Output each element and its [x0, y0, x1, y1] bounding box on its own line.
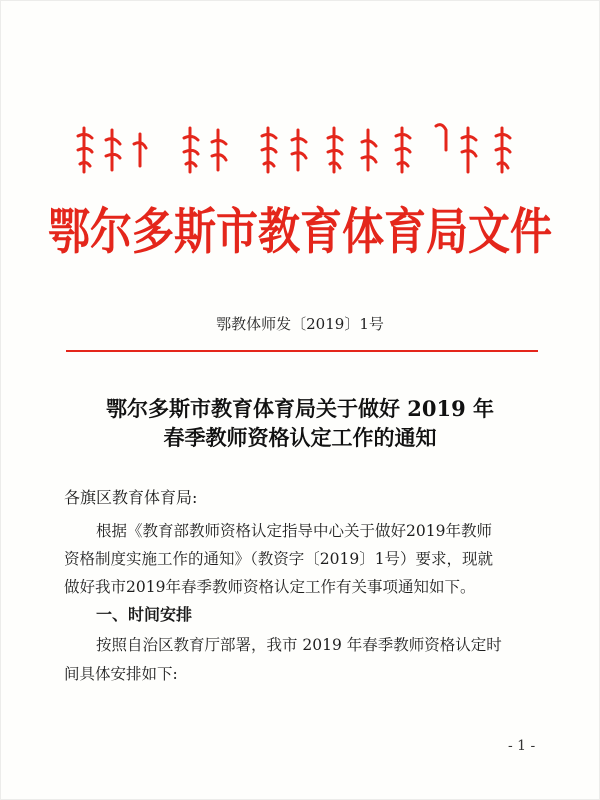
body-line-1: 根据《教育部教师资格认定指导中心关于做好2019年教师 [96, 522, 492, 540]
red-divider-line [66, 350, 538, 352]
mongolian-script-masthead [72, 120, 532, 180]
document-title-line-2: 春季教师资格认定工作的通知 [163, 425, 437, 450]
section-line-2: 间具体安排如下: [64, 665, 178, 683]
section-line-1: 按照自治区教育厅部署，我市 2019 年春季教师资格认定时 [96, 636, 502, 654]
issuer-masthead: 鄂尔多斯市教育体育局文件 [47, 202, 552, 261]
page-number: - 1 - [508, 738, 536, 754]
document-title-line-1: 鄂尔多斯市教育体育局关于做好 2019 年 [105, 396, 495, 421]
section-heading-schedule: 一、时间安排 [96, 605, 193, 624]
addressee: 各旗区教育体育局: [64, 488, 198, 507]
body-line-3: 做好我市2019年春季教师资格认定工作有关事项通知如下。 [64, 578, 476, 596]
document-number: 鄂教体师发〔2019〕1号 [216, 315, 384, 333]
body-line-2: 资格制度实施工作的通知》（教资字〔2019〕1号）要求，现就 [64, 550, 494, 568]
